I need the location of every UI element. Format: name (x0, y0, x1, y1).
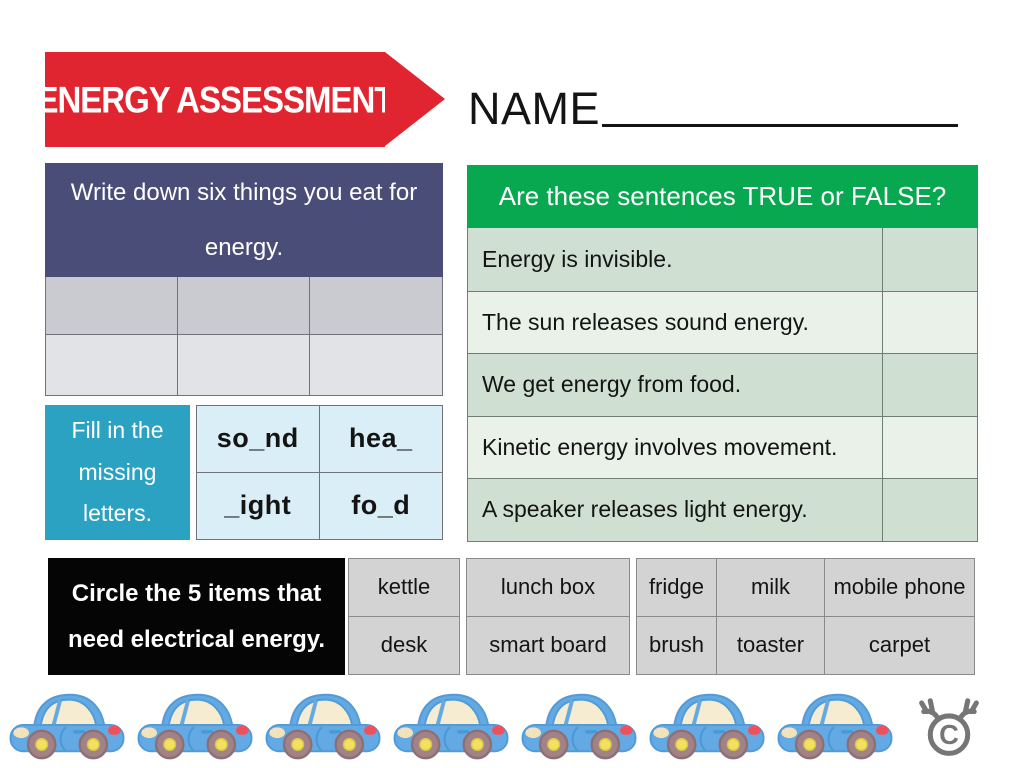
six-things-blank-cell (310, 277, 442, 335)
car-row (8, 686, 894, 762)
table-row (468, 353, 977, 416)
car-icon (776, 686, 894, 762)
circle-items-grid (348, 558, 975, 675)
name-label: NAME (468, 83, 601, 134)
item-cell-brush: brush (637, 617, 717, 675)
item-cell-smart-board: smart board (467, 617, 629, 675)
car-icon (648, 686, 766, 762)
six-things-blank-cell (178, 335, 310, 395)
six-things-header: Write down six things you eat for energy. (45, 163, 443, 277)
circle-items-label: Circle the 5 items that need electrical energy. (48, 558, 345, 675)
copyright-moose-logo-icon (905, 690, 993, 762)
answer-blank-cell (882, 354, 977, 416)
table-row (468, 291, 977, 354)
true-false-table (467, 165, 978, 542)
items-block-3 (636, 558, 975, 675)
six-things-blank-cell (178, 277, 310, 335)
true-false-header: Are these sentences TRUE or FALSE? (467, 165, 978, 228)
answer-blank-cell (882, 228, 977, 291)
items-block-1 (348, 558, 460, 675)
answer-blank-cell (882, 479, 977, 541)
item-cell-milk: milk (717, 559, 825, 617)
sentence-text: We get energy from food. (482, 371, 742, 398)
six-things-blank-cell (46, 335, 178, 395)
table-row (468, 228, 977, 291)
item-cell-fridge: fridge (637, 559, 717, 617)
table-row (468, 478, 977, 541)
six-things-blank-cell (46, 277, 178, 335)
word-cell-sound: so_nd (197, 406, 320, 473)
item-cell-kettle: kettle (349, 559, 459, 617)
sentence-text: The sun releases sound energy. (482, 308, 809, 335)
items-block-2 (466, 558, 630, 675)
item-cell-desk: desk (349, 617, 459, 675)
name-field (468, 83, 958, 134)
true-false-rows (467, 228, 978, 542)
sentence-text: A speaker releases light energy. (482, 496, 808, 523)
item-cell-lunch-box: lunch box (467, 559, 629, 617)
name-blank-line (602, 124, 958, 127)
item-cell-mobile-phone: mobile phone (825, 559, 974, 617)
six-things-grid (45, 277, 443, 396)
car-icon (8, 686, 126, 762)
car-icon (520, 686, 638, 762)
sentence-text: Energy is invisible. (482, 245, 673, 272)
word-cell-food: fo_d (320, 473, 443, 540)
fill-letters-label: Fill in the missing letters. (45, 405, 190, 540)
item-cell-carpet: carpet (825, 617, 974, 675)
fill-letters-section (45, 405, 443, 540)
six-things-blank-cell (310, 335, 442, 395)
table-row (468, 416, 977, 479)
word-cell-light: _ight (197, 473, 320, 540)
sentence-text: Kinetic energy involves movement. (482, 433, 838, 460)
car-icon (264, 686, 382, 762)
car-icon (136, 686, 254, 762)
six-things-table (45, 163, 443, 396)
answer-blank-cell (882, 292, 977, 354)
title-banner (36, 52, 394, 147)
item-cell-toaster: toaster (717, 617, 825, 675)
fill-letters-grid (196, 405, 443, 540)
answer-blank-cell (882, 417, 977, 479)
svg-text:C: C (939, 719, 959, 750)
car-icon (392, 686, 510, 762)
page-title: ENERGY ASSESSMENT (36, 78, 394, 120)
word-cell-heat: hea_ (320, 406, 443, 473)
